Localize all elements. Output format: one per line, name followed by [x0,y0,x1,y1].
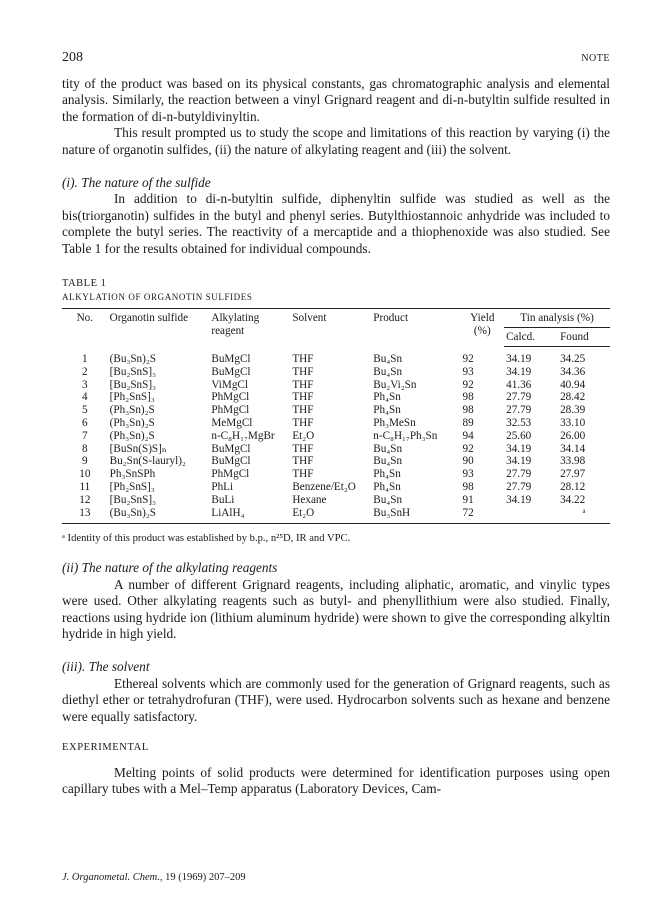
cell-product: Bu₂Vi₂Sn [373,378,417,391]
cell-no: 8 [82,442,88,455]
cell-no: 11 [79,481,91,494]
header-yield: Yield (%) [461,309,505,347]
cell-product: Bu₄Sn [373,493,403,506]
table-label: TABLE 1 [62,278,107,290]
cell-alkylating: n-C₈H₁₇MgBr [211,429,275,442]
table-row [62,391,610,404]
header-sulfide: Organotin sulfide [108,309,210,347]
cell-calcd: 27.79 [506,391,532,404]
cell-yield: 93 [462,365,474,378]
cell-alkylating: BuLi [211,493,235,506]
cell-yield: 98 [462,404,474,417]
cell-alkylating: PhMgCl [211,468,250,481]
cell-calcd: 34.19 [506,493,532,506]
cell-product: Ph₃MeSn [373,417,416,430]
table-row [62,366,610,379]
cell-sulfide: [BuSn(S)S]ₙ [109,442,167,455]
cell-alkylating: PhLi [211,481,234,494]
experimental-heading: EXPERIMENTAL [62,742,149,754]
alkylation-table [62,308,610,524]
section-3-title: (iii). The solvent [62,659,150,675]
intro-paragraph-2: This result prompted us to study the scope and limitations of this reaction by varying (i) the nature of organotin sulfides, (ii) the nature of alkylating reagent and (iii) the solvent. [62,125,610,157]
table-title: ALKYLATION OF ORGANOTIN SULFIDES [62,292,253,303]
cell-sulfide: (Bu₃Sn)₂S [109,352,157,365]
cell-alkylating: PhMgCl [211,404,250,417]
cell-yield: 72 [461,507,505,524]
section-2-paragraph: A number of different Grignard reagents, including aliphatic, aromatic, and vinylic types were used. Other alkylating reagents such as butyl- and phenyllithium were also studied. Finally, reactions using hydride ion (lithium aluminum hydride) were shown to give the corresponding alkyltin hydride in high yield. [62,576,610,642]
journal-footer [62,872,246,883]
cell-found: 27.97 [560,468,586,481]
header-solvent: Solvent [290,309,371,347]
table-row [62,404,610,417]
cell-calcd [504,507,558,524]
cell-sulfide: [Bu₂SnS]₃ [109,365,157,378]
cell-no: 7 [82,429,88,442]
cell-solvent: THF [292,378,314,391]
header-found: Found [558,328,610,347]
cell-calcd: 32.53 [506,417,532,430]
cell-calcd: 27.79 [506,468,532,481]
cell-no: 12 [79,493,91,506]
cell-solvent: THF [292,391,314,404]
cell-found: 34.36 [560,365,586,378]
cell-product: Ph₄Sn [373,404,401,417]
header-alkylating: Alkylating reagent [209,309,290,347]
cell-calcd: 25.60 [506,429,532,442]
table-row [62,481,610,494]
cell-alkylating: BuMgCl [211,352,251,365]
cell-yield: 94 [462,429,474,442]
cell-yield: 89 [462,417,474,430]
cell-solvent: THF [292,468,314,481]
cell-yield: 93 [462,468,474,481]
table-row [62,443,610,456]
cell-solvent: THF [292,442,314,455]
cell-found: 34.25 [560,353,586,366]
intro-paragraph-1: tity of the product was based on its physical constants, gas chromatographic analysis and elemental analysis. Similarly, the reaction between a vinyl Grignard reagent and di-n-butyltin sulfide resulted in the formation of di-n-butyldivinyltin. [62,76,610,124]
cell-yield: 92 [462,442,474,455]
table-row [62,468,610,481]
cell-sulfide: [Bu₂SnS]₃ [109,493,157,506]
cell-alkylating: BuMgCl [211,365,251,378]
cell-found: 34.14 [560,442,586,455]
cell-found: 40.94 [560,378,586,391]
cell-calcd: 27.79 [506,404,532,417]
cell-product: Bu₄Sn [373,442,403,455]
footer-journal: J. Organometal. Chem., [62,872,163,883]
table-row [62,417,610,430]
cell-yield: 98 [462,481,474,494]
cell-yield: 90 [462,455,474,468]
header-tin-analysis: Tin analysis (%) [504,309,610,328]
cell-found: 33.98 [560,455,586,468]
cell-sulfide: Bu₂Sn(S-lauryl)₂ [109,455,186,468]
page-header [62,50,610,66]
section-3-paragraph: Ethereal solvents which are commonly used for the generation of Grignard reagents, such as diethyl ether or tetrahydrofuran (THF), were used. Hydrocarbon solvents such as hexane and benzene were equally satisfactory. [62,675,610,724]
cell-yield: 92 [462,378,474,391]
cell-solvent: Benzene/Et₂O [292,481,356,494]
cell-calcd: 27.79 [506,481,532,494]
cell-sulfide: (Ph₃Sn)₂S [109,429,155,442]
cell-yield: 91 [462,493,474,506]
cell-solvent: Hexane [292,493,327,506]
cell-sulfide: Ph₃SnSPh [109,468,156,481]
experimental-paragraph: Melting points of solid products were determined for identification purposes using open capillary tubes with a Mel–Temp apparatus (Laboratory Devices, Cam- [62,765,610,797]
cell-no: 4 [82,391,88,404]
cell-sulfide: [Ph₂SnS]₃ [109,391,155,404]
cell-yield: 98 [462,391,474,404]
table-row [62,494,610,507]
footer-citation: 19 (1969) 207–209 [165,872,246,883]
cell-sulfide: (Ph₃Sn)₂S [109,417,155,430]
cell-sulfide: [Ph₂SnS]₃ [109,481,155,494]
section-1-title: (i). The nature of the sulfide [62,175,211,191]
table-row [62,455,610,468]
cell-sulfide: [Bu₂SnS]₃ [109,378,157,391]
table-row [62,347,610,366]
cell-no: 5 [82,404,88,417]
cell-alkylating: PhMgCl [211,391,250,404]
cell-found: 34.22 [560,493,586,506]
cell-product: Bu₄Sn [373,455,403,468]
cell-found: 26.00 [560,429,586,442]
header-label: NOTE [581,53,610,64]
cell-alkylating: LiAlH₄ [209,507,290,524]
header-no: No. [62,309,108,347]
header-calcd: Calcd. [504,328,558,347]
cell-alkylating: ViMgCl [211,378,248,391]
cell-solvent: THF [292,352,314,365]
cell-product: Bu₄Sn [373,365,403,378]
cell-no: 13 [62,507,108,524]
paper-page [62,50,610,798]
page-number: 208 [62,50,83,65]
cell-solvent: THF [292,455,314,468]
cell-solvent: Et₂O [290,507,371,524]
cell-calcd: 34.19 [506,455,532,468]
cell-found: 33.10 [560,417,586,430]
cell-no: 6 [82,417,88,430]
cell-calcd: 34.19 [506,365,532,378]
cell-solvent: THF [292,365,314,378]
table-footnote: ᵃ Identity of this product was established by b.p., n²⁵D, IR and VPC. [62,533,351,545]
cell-no: 2 [82,365,88,378]
cell-product: n-C₈H₁₇Ph₃Sn [373,429,438,442]
cell-sulfide: (Bu₃Sn)₂S [108,507,210,524]
cell-product: Ph₄Sn [373,468,401,481]
cell-yield: 92 [462,352,474,365]
cell-solvent: Et₂O [292,429,315,442]
section-2-title: (ii) The nature of the alkylating reagents [62,560,278,576]
cell-no: 3 [82,378,88,391]
cell-solvent: THF [292,404,314,417]
cell-product: Bu₄Sn [373,352,403,365]
cell-alkylating: BuMgCl [211,442,251,455]
cell-calcd: 41.36 [506,378,532,391]
cell-found: 28.12 [560,481,586,494]
cell-no: 1 [82,352,88,365]
section-1-paragraph: In addition to di-n-butyltin sulfide, diphenyltin sulfide was studied as well as the bis(triorganotin) sulfides in the butyl and phenyl series. Butylthiostannoic anhydride was included to complete the butyl series. The reactivity of a mercaptide and a thiophenoxide was also studied. See Table 1 for the results obtained for individual compounds. [62,191,610,256]
table-row [62,379,610,392]
cell-alkylating: BuMgCl [211,455,251,468]
cell-no: 9 [82,455,88,468]
cell-product: Bu₃SnH [371,507,460,524]
cell-product: Ph₄Sn [373,391,401,404]
cell-product: Ph₄Sn [373,481,401,494]
cell-solvent: THF [292,417,314,430]
cell-found: 28.39 [560,404,586,417]
table-row [62,430,610,443]
cell-no: 10 [79,468,91,481]
table-row [62,507,610,524]
header-product: Product [371,309,460,347]
cell-calcd: 34.19 [506,442,532,455]
cell-found: ᵃ [558,507,610,524]
cell-alkylating: MeMgCl [211,417,253,430]
cell-calcd: 34.19 [506,353,532,366]
cell-found: 28.42 [560,391,586,404]
cell-sulfide: (Ph₃Sn)₂S [109,404,155,417]
